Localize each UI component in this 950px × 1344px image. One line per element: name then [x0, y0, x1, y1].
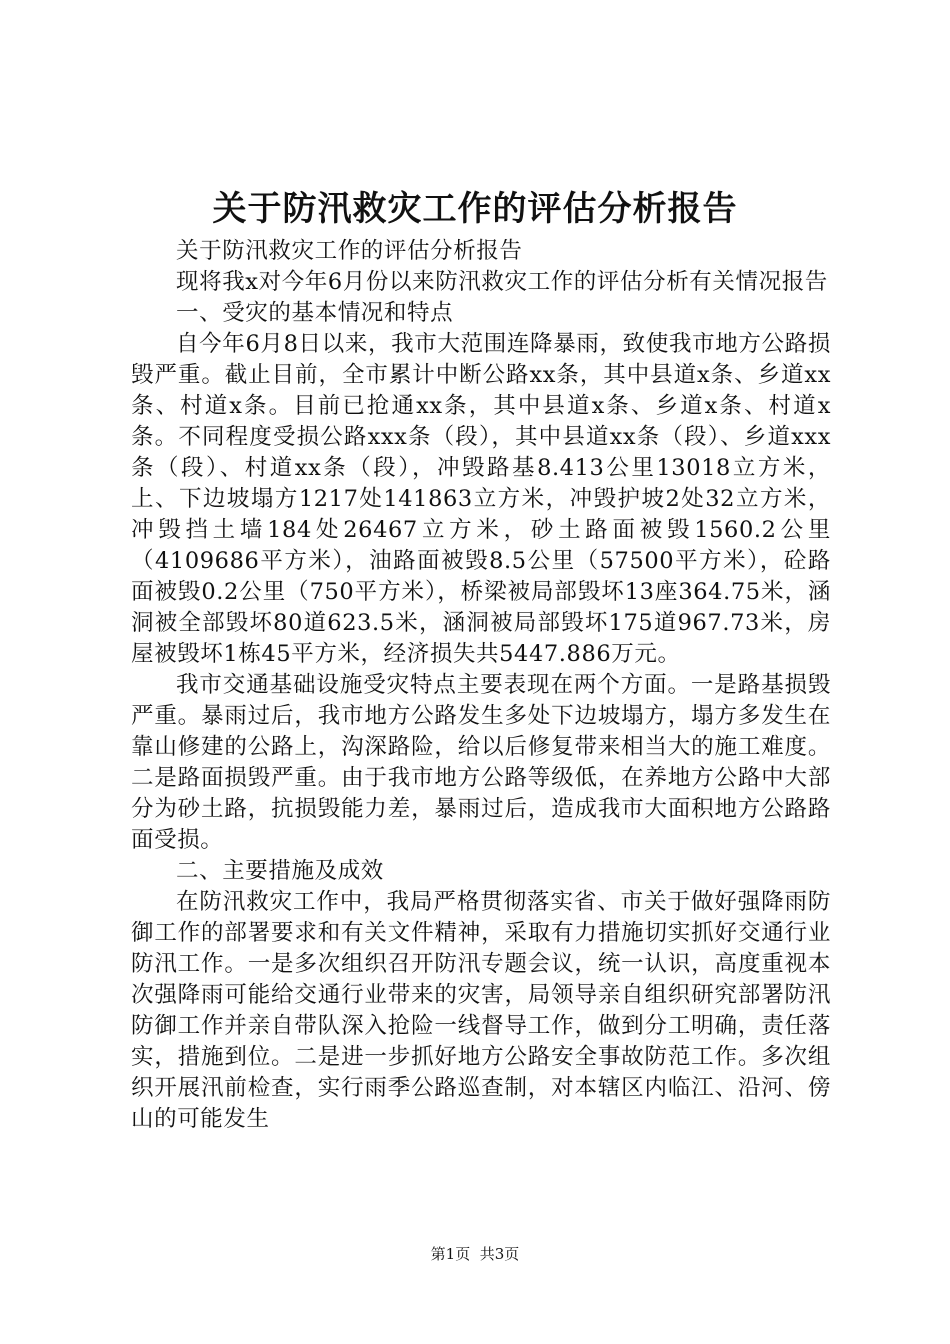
- document-body: [131, 236, 831, 1135]
- paragraph-intro: 现将我x对今年6月份以来防汛救灾工作的评估分析有关情况报告: [176, 269, 828, 295]
- section-heading-2: 二、主要措施及成效: [176, 858, 384, 884]
- section-heading-1: 一、受灾的基本情况和特点: [176, 300, 454, 326]
- paragraph-disaster-features: 我市交通基础设施受灾特点主要表现在两个方面。一是路基损毁严重。暴雨过后，我市地方公路发生多处下边坡塌方，塌方多发生在靠山修建的公路上，沟深路险，给以后修复带来相当大的施工难度。二是路面损毁严重。由于我市地方公路等级低，在养地方公路中大部分为砂土路，抗损毁能力差，暴雨过后，造成我市大面积地方公路路面受损。: [131, 672, 831, 853]
- document-title: 关于防汛救灾工作的评估分析报告: [212, 189, 738, 229]
- paragraph-measures: 在防汛救灾工作中，我局严格贯彻落实省、市关于做好强降雨防御工作的部署要求和有关文件精神，采取有力措施切实抓好交通行业防汛工作。一是多次组织召开防汛专题会议，统一认识，高度重视本次强降雨可能给交通行业带来的灾害，局领导亲自组织研究部署防汛防御工作并亲自带队深入抢险一线督导工作，做到分工明确，责任落实，措施到位。二是进一步抓好地方公路安全事故防范工作。多次组织开展汛前检查，实行雨季公路巡查制，对本辖区内临江、沿河、傍山的可能发生: [131, 889, 831, 1132]
- paragraph-subtitle: 关于防汛救灾工作的评估分析报告: [176, 238, 523, 264]
- paragraph-disaster-details: 自今年6月8日以来，我市大范围连降暴雨，致使我市地方公路损毁严重。截止目前，全市累计中断公路xx条，其中县道x条、乡道xx条、村道x条。目前已抢通xx条，其中县道x条、乡道x条、村道x条。不同程度受损公路xxx条（段），其中县道xx条（段）、乡道xxx条（段）、村道xx条（段），冲毁路基8.413公里13018立方米，上、下边坡塌方1217处141863立方米，冲毁护坡2处32立方米，冲毁挡土墙184处26467立方米，砂土路面被毁1560.2公里（4109686平方米），油路面被毁8.5公里（57500平方米），砼路面被毁0.2公里（750平方米），桥梁被局部毁坏13座364.75米，涵洞被全部毁坏80道623.5米，涵洞被局部毁坏175道967.73米，房屋被毁坏1栋45平方米，经济损失共5447.886万元。: [131, 331, 831, 667]
- page-total: 共3页: [479, 1245, 520, 1263]
- page-footer: [0, 1243, 950, 1265]
- page-number: 第1页: [430, 1245, 471, 1263]
